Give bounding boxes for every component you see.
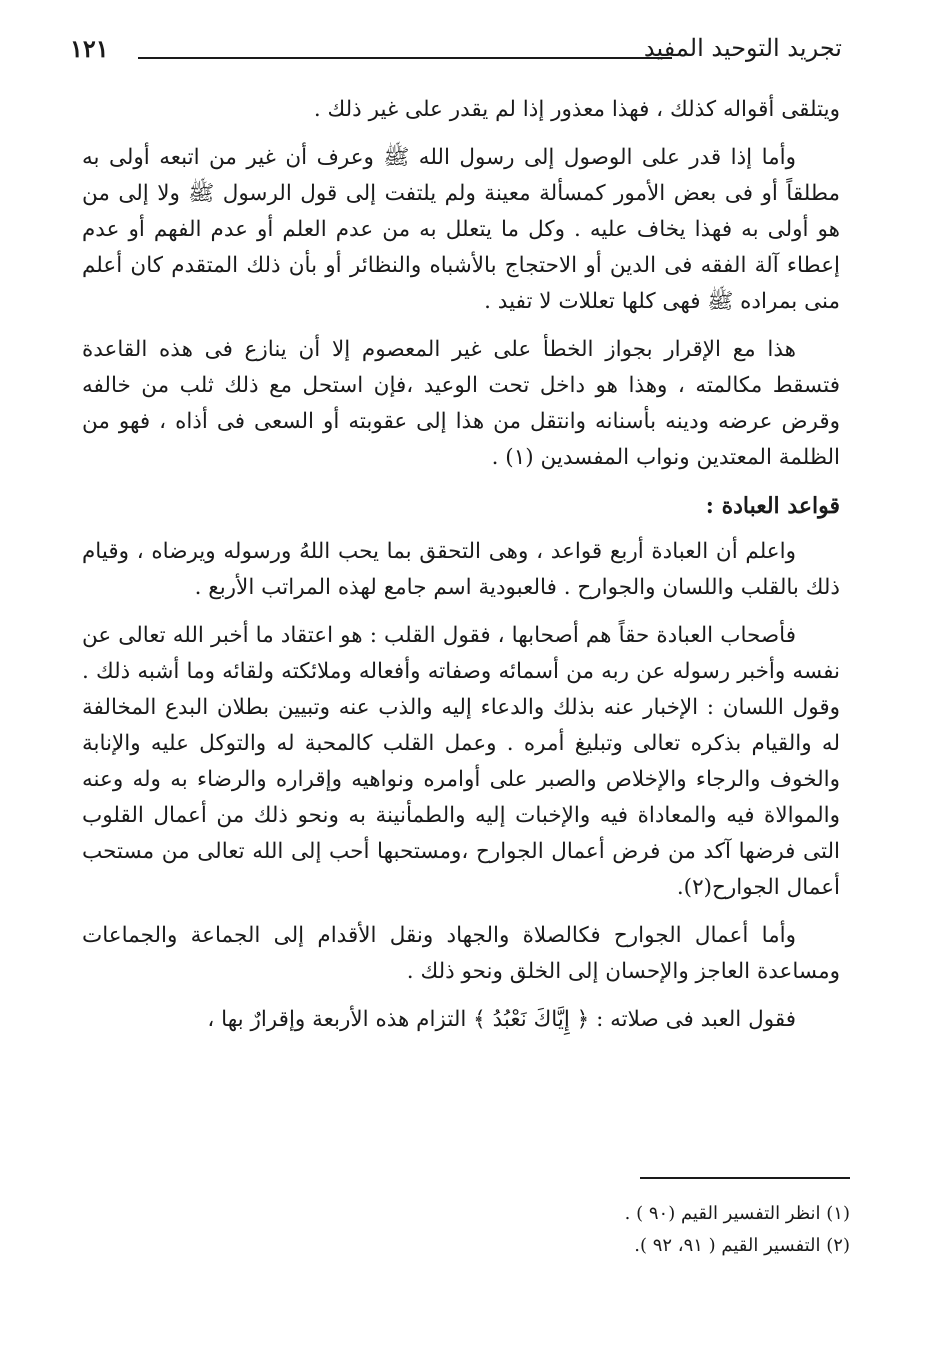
paragraph-1: ويتلقى أقواله كذلك ، فهذا معذور إذا لم يقدر على غير ذلك . <box>313 97 840 122</box>
paragraph-2: وأما إذا قدر على الوصول إلى رسول الله ﷺ وعرف أن غير من اتبعه أولى به مطلقاً أو فى بعض الأمور كمسألة معينة ولم يلتفت إلى قول الرسول ﷺ ولا إلى من هو أولى به فهذا يخاف عليه . وكل ما يتعلل به من عدم العلم أو عدم الفهم أو عدم إعطاء آلة الفقه فى الدين أو الاحتجاج بالأشباه والنظائر أو بأن ذلك المتقدم كان أعلم منى بمراده ﷺ فهى كلها تعللات لا تفيد . <box>82 145 840 314</box>
footnote-separator <box>640 1177 850 1179</box>
section-paragraph-2: فأصحاب العبادة حقاً هم أصحابها ، فقول القلب : هو اعتقاد ما أخبر الله تعالى عن نفسه وأخبر رسوله عن ربه من أسمائه وصفاته وأفعاله وملائكته ولقائه وما أشبه ذلك . وقول اللسان : الإخبار عنه بذلك والدعاء إليه والذب عنه وتبيين بطلان البدع المخالفة له والقيام بذكره تعالى وتبليغ أمره . وعمل القلب كالمحبة له والتوكل عليه والإنابة والخوف والرجاء والإخلاص والصبر على أوامره ونواهيه وإقراره والرضاء به وله وعنه والموالاة فيه والمعاداة فيه والإخبات إليه والطمأنينة به ونحو ذلك من أعمال القلوب التى فرضها آكد من فرض أعمال الجوارح ،ومستحبها أحب إلى الله تعالى من مستحب أعمال الجوارح(٢). <box>82 623 840 900</box>
footnotes <box>200 1198 850 1262</box>
book-title: تجريد التوحيد المفيد <box>643 34 842 62</box>
page-number: ١٢١ <box>70 34 109 63</box>
section-paragraph-1: واعلم أن العبادة أربع قواعد ، وهى التحقق بما يحب اللهُ ورسوله ويرضاه ، وقيام ذلك بالقلب واللسان والجوارح . فالعبودية اسم جامع لهذه المراتب الأربع . <box>82 539 840 600</box>
header-rule <box>138 57 672 59</box>
footnote-2: (٢) التفسير القيم ( ٩١، ٩٢ ). <box>634 1235 850 1256</box>
running-header <box>70 30 842 70</box>
section-paragraph-4: فقول العبد فى صلاته : ﴿ إِيَّاكَ نَعْبُدُ ﴾ التزام هذه الأربعة وإقرارٌ بها ، <box>207 1007 796 1032</box>
main-text <box>82 92 840 1050</box>
section-paragraph-3: وأما أعمال الجوارح فكالصلاة والجهاد ونقل الأقدام إلى الجماعة والجماعات ومساعدة العاجز والإحسان إلى الخلق ونحو ذلك . <box>82 923 840 984</box>
footnote-1: (١) انظر التفسير القيم (٩٠ ) . <box>624 1203 850 1224</box>
paragraph-3: هذا مع الإقرار بجواز الخطأ على غير المعصوم إلا أن ينازع فى هذه القاعدة فتسقط مكالمته ، وهذا هو داخل تحت الوعيد ،فإن استحل مع ذلك ثلب من خالفه وقرض عرضه ودينه بأسنانه وانتقل من هذا إلى عقوبته أو السعى فى أذاه ، فهو من الظلمة المعتدين ونواب المفسدين (١) . <box>82 337 840 470</box>
section-heading: قواعد العبادة : <box>705 493 840 519</box>
